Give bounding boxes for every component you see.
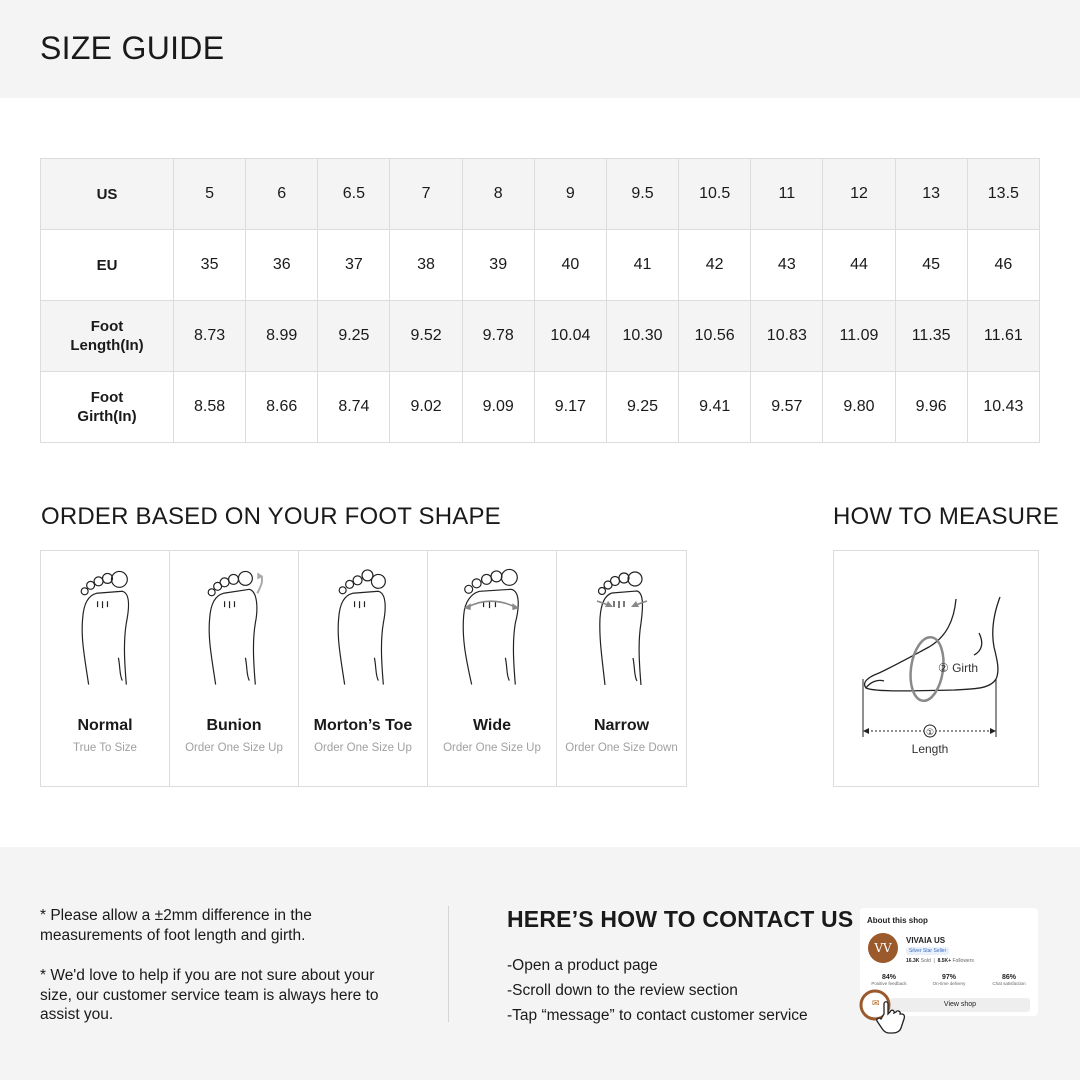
- table-cell: 9.25: [318, 301, 390, 372]
- table-cell: 9.09: [462, 372, 534, 443]
- foot-shape-name: Bunion: [206, 717, 262, 734]
- contact-title: HERE’S HOW TO CONTACT US: [507, 906, 854, 932]
- page-title: SIZE GUIDE: [40, 30, 225, 66]
- foot-shape-advice: True To Size: [73, 742, 137, 754]
- foot-shape-normal: [41, 551, 170, 786]
- mortons-toe-foot-icon: [299, 563, 427, 693]
- metric-label: Chat satisfaction: [992, 981, 1026, 986]
- table-cell: 11.61: [967, 301, 1039, 372]
- table-cell: 12: [823, 159, 895, 230]
- size-chart-table: [40, 158, 1040, 443]
- foot-shape-title: ORDER BASED ON YOUR FOOT SHAPE: [41, 503, 501, 530]
- followers-label: Followers: [952, 958, 974, 964]
- foot-shape-name: Normal: [77, 717, 133, 734]
- metric-chat-satisfaction: [984, 974, 1034, 986]
- how-to-measure-panel: [833, 550, 1039, 787]
- view-shop-button[interactable]: View shop: [890, 998, 1030, 1012]
- table-cell: 40: [534, 230, 606, 301]
- foot-shape-advice: Order One Size Up: [185, 742, 283, 754]
- sold-label: Sold: [920, 958, 931, 964]
- table-cell: 42: [679, 230, 751, 301]
- foot-shape-name: Wide: [472, 717, 512, 734]
- footer-divider: [448, 906, 449, 1022]
- table-cell: 13: [895, 159, 967, 230]
- table-cell: 41: [606, 230, 678, 301]
- wide-foot-icon: [428, 563, 556, 693]
- table-cell: 11.09: [823, 301, 895, 372]
- table-cell: 9.25: [606, 372, 678, 443]
- table-cell: 9.41: [679, 372, 751, 443]
- metric-label: Positive feedback: [871, 981, 907, 986]
- contact-step: -Scroll down to the review section: [507, 982, 738, 999]
- foot-shape-advice: Order One Size Up: [314, 742, 412, 754]
- contact-step: -Open a product page: [507, 957, 658, 974]
- table-cell: 6.5: [318, 159, 390, 230]
- contact-step: -Tap “message” to contact customer service: [507, 1007, 808, 1024]
- table-cell: 10.30: [606, 301, 678, 372]
- shop-stats: 16.3K Sold | 8.5K+ Followers: [906, 958, 974, 964]
- table-cell: 9.96: [895, 372, 967, 443]
- table-cell: 9.17: [534, 372, 606, 443]
- table-cell: 9.80: [823, 372, 895, 443]
- table-cell: 9: [534, 159, 606, 230]
- table-cell: 10.56: [679, 301, 751, 372]
- table-cell: 8.66: [246, 372, 318, 443]
- table-cell: 36: [246, 230, 318, 301]
- length-label: Length: [911, 742, 949, 756]
- foot-shape-wide: [428, 551, 557, 786]
- row-header-us: US: [41, 159, 174, 230]
- table-cell: 8.74: [318, 372, 390, 443]
- table-cell: 10.43: [967, 372, 1039, 443]
- table-cell: 35: [174, 230, 246, 301]
- followers-value: 8.5K+: [937, 958, 952, 964]
- length-number: ①: [925, 728, 935, 738]
- table-row-eu: [41, 230, 1040, 301]
- table-cell: 8.99: [246, 301, 318, 372]
- table-cell: 8: [462, 159, 534, 230]
- table-cell: 9.57: [751, 372, 823, 443]
- foot-shape-advice: Order One Size Down: [565, 742, 678, 754]
- metric-value: 86%: [1001, 974, 1016, 981]
- table-cell: 8.73: [174, 301, 246, 372]
- table-cell: 10.04: [534, 301, 606, 372]
- row-header-line: Foot: [90, 318, 124, 335]
- table-cell: 39: [462, 230, 534, 301]
- foot-shape-panel: [40, 550, 687, 787]
- table-cell: 7: [390, 159, 462, 230]
- table-cell: 9.52: [390, 301, 462, 372]
- contact-steps: [507, 953, 808, 1028]
- table-cell: 43: [751, 230, 823, 301]
- table-row-foot-girth: [41, 372, 1040, 443]
- table-cell: 38: [390, 230, 462, 301]
- table-cell: 5: [174, 159, 246, 230]
- metric-value: 84%: [881, 974, 896, 981]
- metric-value: 97%: [941, 974, 956, 981]
- row-header-foot-girth: [41, 372, 174, 443]
- table-cell: 45: [895, 230, 967, 301]
- table-cell: 11: [751, 159, 823, 230]
- note-measurement-difference: * Please allow a ±2mm difference in the measurements of foot length and girth.: [40, 907, 312, 944]
- foot-shape-narrow: [557, 551, 686, 786]
- foot-shape-mortons-toe: [299, 551, 428, 786]
- shop-logo: VV: [868, 933, 898, 963]
- bunion-foot-icon: [170, 563, 298, 693]
- table-cell: 10.83: [751, 301, 823, 372]
- table-cell: 9.78: [462, 301, 534, 372]
- seller-badge: Silver Star Seller: [906, 947, 949, 955]
- table-cell: 8.58: [174, 372, 246, 443]
- row-header-line: Girth(In): [77, 408, 137, 425]
- table-cell: 9.5: [606, 159, 678, 230]
- metric-positive-feedback: [864, 974, 914, 986]
- foot-shape-name: Narrow: [593, 717, 650, 734]
- row-header-foot-length: [41, 301, 174, 372]
- table-cell: 11.35: [895, 301, 967, 372]
- metric-label: On-time delivery: [932, 981, 966, 986]
- note-customer-service: * We'd love to help if you are not sure about your size, our customer service team is always here to assist you.: [40, 967, 379, 1023]
- message-icon: ✉: [872, 998, 880, 1008]
- table-cell: 10.5: [679, 159, 751, 230]
- table-cell: 37: [318, 230, 390, 301]
- how-to-measure-title: HOW TO MEASURE: [833, 503, 1059, 530]
- table-cell: 46: [967, 230, 1039, 301]
- table-row-us: [41, 159, 1040, 230]
- row-header-line: Foot: [90, 389, 124, 406]
- row-header-line: Length(In): [70, 337, 144, 354]
- narrow-foot-icon: [557, 563, 686, 693]
- about-shop-heading: About this shop: [867, 916, 928, 925]
- metric-on-time-delivery: [924, 974, 974, 986]
- girth-label: ② Girth: [938, 661, 979, 675]
- shop-name: VIVAIA US: [906, 936, 946, 945]
- table-row-foot-length: [41, 301, 1040, 372]
- table-cell: 9.02: [390, 372, 462, 443]
- tap-hand-icon: [858, 988, 908, 1036]
- normal-foot-icon: [41, 563, 169, 693]
- header-bar: [0, 0, 1080, 98]
- foot-shape-advice: Order One Size Up: [443, 742, 541, 754]
- table-cell: 6: [246, 159, 318, 230]
- foot-shape-name: Morton’s Toe: [313, 717, 413, 734]
- foot-shape-bunion: [170, 551, 299, 786]
- row-header-eu: EU: [41, 230, 174, 301]
- table-cell: 13.5: [967, 159, 1039, 230]
- sold-value: 16.3K: [906, 958, 920, 964]
- table-cell: 44: [823, 230, 895, 301]
